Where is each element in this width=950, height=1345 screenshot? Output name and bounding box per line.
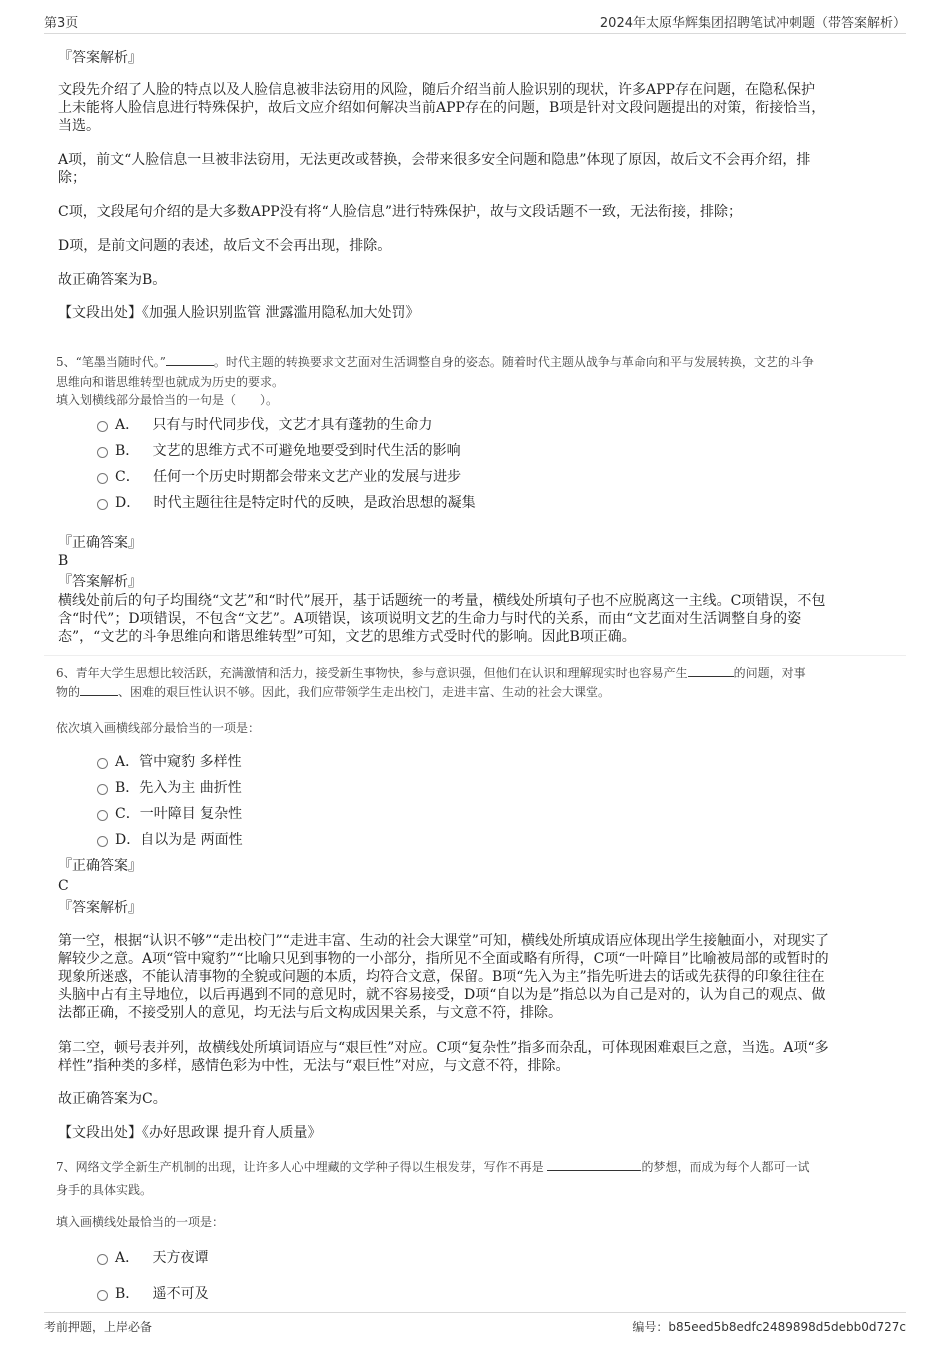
analysis-line: 文段先介绍了人脸的特点以及人脸信息被非法窃用的风险，随后介绍当前人脸识别的现状，许多APP存在问题，在隐私保护: [58, 82, 815, 98]
analysis-label: 『答案解析』: [58, 900, 142, 916]
document-title: 2024年太原华辉集团招聘笔试冲刺题（带答案解析）: [599, 16, 906, 31]
source-label: 【文段出处】: [58, 1125, 142, 1141]
stem-text: 5、“笔墨当随时代。”: [56, 355, 166, 369]
option-b[interactable]: B． 遥不可及: [0, 1283, 600, 1305]
radio-icon[interactable]: [97, 499, 108, 510]
answer-label: 『正确答案』: [58, 858, 142, 874]
stem-text: 的问题，对事: [733, 666, 806, 680]
analysis-line: 除；: [58, 170, 86, 186]
footer-divider: [44, 1312, 906, 1313]
header-divider: [44, 33, 906, 34]
answer-label: 『正确答案』: [58, 535, 142, 551]
source-title: 《加强人脸识别监管 泄露滥用隐私加大处罚》: [142, 305, 420, 321]
stem-text: 、困难的艰巨性认识不够。因此，我们应带领学生走出校门，走进丰富、生动的社会大课堂。: [118, 685, 611, 699]
radio-icon[interactable]: [97, 1254, 108, 1265]
stem-text: 7、网络文学全新生产机制的出现，让许多人心中埋藏的文学种子得以生根发芽，写作不再是: [56, 1160, 544, 1174]
radio-icon[interactable]: [97, 1290, 108, 1301]
source: [58, 305, 419, 322]
analysis-line: C项，文段尾句介绍的是大多数APP没有将“人脸信息”进行特殊保护，故与文段话题不一致，无法衔接，排除；: [58, 204, 742, 220]
analysis-line: 法都正确，不接受别人的意见，均无法与后文构成因果关系，与文意不符，排除。: [58, 1005, 562, 1021]
conclusion: 故正确答案为B。: [58, 272, 167, 288]
stem-text: 。时代主题的转换要求文艺面对生活调整自身的姿态。随着时代主题从战争与革命向和平与发展转换，文艺的斗争: [213, 355, 814, 369]
stem-text: 6、青年大学生思想比较活跃，充满激情和活力，接受新生事物快，参与意识强，但他们在认识和理解现实时也容易产生: [56, 666, 688, 680]
analysis-line: 含“时代”；D项错误，不包含“文艺”。A项错误，该项说明文艺的生命力与时代的关系，而由“文艺面对生活调整自身的姿: [58, 611, 802, 627]
answer-value: B: [58, 553, 69, 569]
radio-icon[interactable]: [97, 836, 108, 847]
option-a[interactable]: A． 只有与时代同步伐，文艺才具有蓬勃的生命力: [0, 414, 600, 436]
blank-line: [547, 1158, 641, 1171]
analysis-line: 解较少之意。A项“管中窥豹”“比喻只见到事物的一小部分，指所见不全面或略有所得，C项“一叶障目”比喻被局部的或暂时的: [58, 951, 829, 967]
option-b[interactable]: B．先入为主 曲折性: [0, 777, 600, 799]
question-6-stem-cont: [56, 681, 610, 703]
blank-line: [166, 353, 214, 366]
radio-icon[interactable]: [97, 447, 108, 458]
blank-line: [688, 664, 734, 677]
analysis-line: 态”，“文艺的斗争思维向和谐思维转型”可知，文艺的思维方式受时代的影响。因此B项正确。: [58, 629, 636, 645]
document-code: [632, 1318, 906, 1335]
conclusion: 故正确答案为C。: [58, 1091, 167, 1107]
analysis-line: 当选。: [58, 118, 100, 134]
question-divider: [44, 655, 906, 656]
option-d[interactable]: D．自以为是 两面性: [0, 829, 600, 851]
radio-icon[interactable]: [97, 810, 108, 821]
stem-text: 的梦想，而成为每个人都可一试: [641, 1160, 810, 1174]
radio-icon[interactable]: [97, 758, 108, 769]
analysis-line: 头脑中占有主导地位，以后再遇到不同的意见时，就不容易接受，D项“自以为是”指总以为自己是对的，认为自己的观点、做: [58, 987, 826, 1003]
code-value: b85eed5b8edfc2489898d5debb0d727c: [668, 1320, 906, 1334]
question-7-prompt: 填入画横线处最恰当的一项是：: [56, 1215, 225, 1229]
stem-text: 物的: [56, 685, 81, 699]
blank-line: [80, 683, 118, 696]
source-title: 《办好思政课 提升育人质量》: [142, 1125, 322, 1141]
footer-slogan: 考前押题，上岸必备: [44, 1320, 153, 1334]
analysis-line: 横线处前后的句子均围绕“文艺”和“时代”展开，基于话题统一的考量，横线处所填句子也不应脱离这一主线。C项错误，不包: [58, 593, 826, 609]
analysis-line: 第一空，根据“认识不够”“走出校门”“走进丰富、生动的社会大课堂”可知，横线处所填成语应体现出学生接触面小，对现实了: [58, 933, 829, 949]
option-c[interactable]: C．一叶障目 复杂性: [0, 803, 600, 825]
analysis-line: D项，是前文问题的表述，故后文不会再出现，排除。: [58, 238, 392, 254]
option-d[interactable]: D． 时代主题往往是特定时代的反映，是政治思想的凝集: [0, 492, 600, 514]
analysis-line: 上未能将人脸信息进行特殊保护，故后文应介绍如何解决当前APP存在的问题，B项是针对文段问题提出的对策，衔接恰当，: [58, 100, 826, 116]
analysis-line: 现象所迷惑，不能认清事物的全貌或问题的本质，均符合文意，保留。B项“先入为主”指先听进去的话或先获得的印象往往在: [58, 969, 825, 985]
page-number: 第3页: [44, 16, 79, 31]
option-c[interactable]: C． 任何一个历史时期都会带来文艺产业的发展与进步: [0, 466, 600, 488]
source: [58, 1125, 321, 1142]
analysis-label: 『答案解析』: [58, 50, 142, 66]
question-6-prompt: 依次填入画横线部分最恰当的一项是：: [56, 721, 261, 735]
radio-icon[interactable]: [97, 421, 108, 432]
option-a[interactable]: A． 天方夜谭: [0, 1247, 600, 1269]
radio-icon[interactable]: [97, 784, 108, 795]
question-5-stem-cont: 思维向和谐思维转型也就成为历史的要求。: [56, 375, 285, 389]
analysis-label: 『答案解析』: [58, 574, 142, 590]
radio-icon[interactable]: [97, 473, 108, 484]
source-label: 【文段出处】: [58, 305, 142, 321]
analysis-line: 第二空，顿号表并列，故横线处所填词语应与“艰巨性”对应。C项“复杂性”指多而杂乱，可体现困难艰巨之意，当选。A项“多: [58, 1040, 829, 1056]
question-7-stem: [56, 1156, 809, 1178]
answer-value: C: [58, 878, 69, 894]
option-a[interactable]: A．管中窥豹 多样性: [0, 751, 600, 773]
question-5-prompt: 填入划横线部分最恰当的一句是（ ）。: [56, 393, 279, 407]
analysis-line: A项，前文“人脸信息一旦被非法窃用，无法更改或替换，会带来很多安全问题和隐患”体现了原因，故后文不会再介绍，排: [58, 152, 811, 168]
question-7-stem-cont: 身手的具体实践。: [56, 1183, 153, 1197]
code-label: 编号：: [632, 1320, 669, 1334]
analysis-line: 样性”指种类的多样，感情色彩为中性，无法与“艰巨性”对应，与文意不符，排除。: [58, 1058, 570, 1074]
question-5-stem: [56, 351, 814, 373]
option-b[interactable]: B． 文艺的思维方式不可避免地要受到时代生活的影响: [0, 440, 600, 462]
